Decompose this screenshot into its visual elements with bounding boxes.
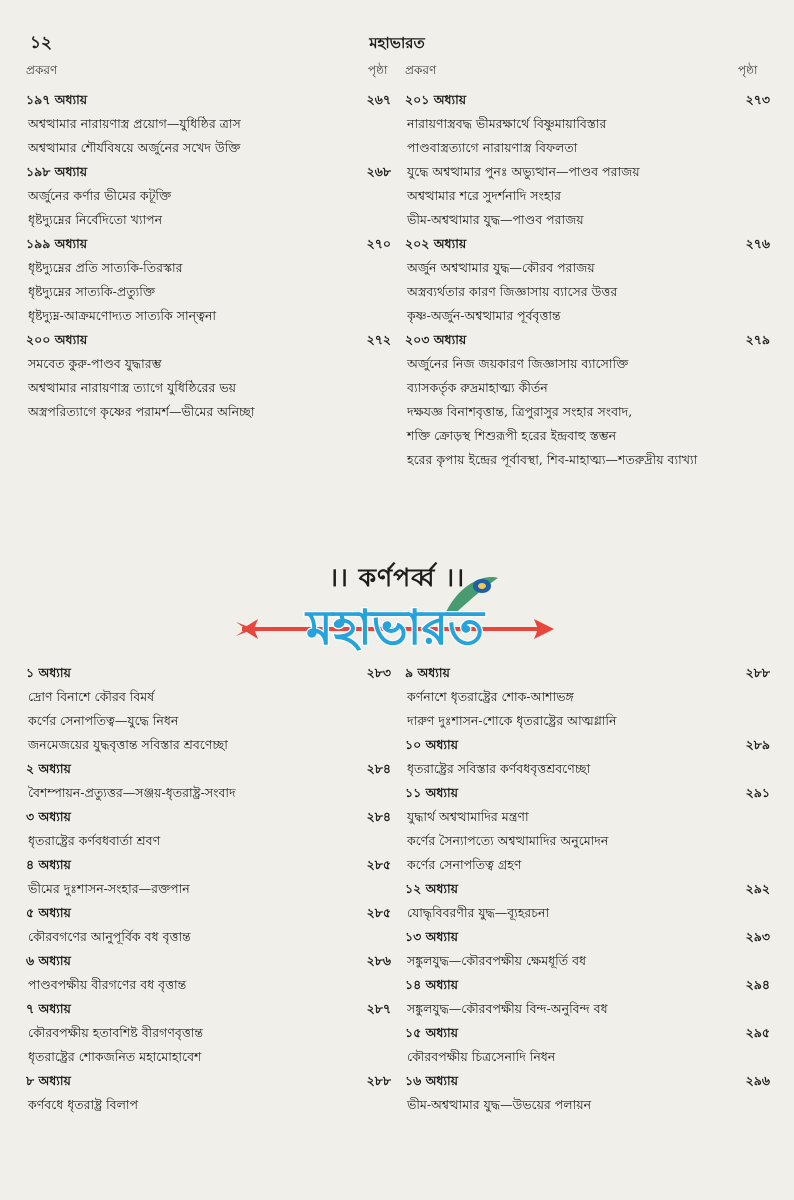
chapter-label: ২০১ অধ্যায় (405, 92, 467, 107)
page-ref: ২৮৫ (366, 857, 391, 872)
chapter-label: ১২ অধ্যায় (405, 881, 459, 896)
entry-title: অর্জুন অশ্বত্থামার যুদ্ধ—কৌরব পরাজয় (407, 260, 595, 275)
toc-entry-row (405, 258, 770, 278)
toc-entry-row (405, 711, 770, 731)
chapter-label: ১০ অধ্যায় (405, 737, 459, 752)
entry-title: ভীম-অশ্বত্থামার যুদ্ধ—পাণ্ডব পরাজয় (407, 212, 584, 227)
toc-entry-row (405, 186, 770, 206)
toc-entry-row (26, 687, 391, 707)
toc-entry-row (26, 879, 391, 899)
toc-entry-row (405, 378, 770, 398)
toc-chapter-row (26, 663, 391, 683)
chapter-label: ২০০ অধ্যায় (26, 332, 88, 347)
entry-title: কর্ণের সেনাপতিত্ব গ্রহণ (407, 857, 522, 872)
entry-title: অর্জুনের কর্ণার ভীমের কটূক্তি (28, 188, 172, 203)
toc-entry-row (405, 354, 770, 374)
entry-title: যুদ্ধার্থ অশ্বত্থামাদির মন্ত্রণা (407, 809, 529, 824)
chapter-label: ১৬ অধ্যায় (405, 1073, 459, 1088)
toc-entry-row (26, 711, 391, 731)
toc-chapter-row (405, 1071, 770, 1091)
page-ref: ২৮৫ (366, 905, 391, 920)
entry-title: অস্ত্রব্যর্থতার কারণ জিজ্ঞাসায় ব্যাসের উত্তর (407, 284, 618, 299)
toc-chapter-row (405, 735, 770, 755)
chapter-label: ৭ অধ্যায় (26, 1001, 71, 1016)
entry-title: ধৃতরাষ্ট্রের সবিস্তার কর্ণবধবৃত্তশ্রবণেচ্ছা (407, 761, 591, 776)
book-title: মহাভারত (369, 34, 425, 52)
page-ref: ২৮৭ (366, 1001, 391, 1016)
toc-chapter-row (26, 855, 391, 875)
entry-title: কৌরবগণের আনুপূর্বিক বধ বৃত্তান্ত (28, 929, 191, 944)
chapter-label: ১ অধ্যায় (26, 665, 71, 680)
entry-title: ভীমের দুঃশাসন-সংহার—রক্তপান (28, 881, 190, 896)
toc-entry-row (405, 759, 770, 779)
toc-entry-row (405, 903, 770, 923)
page-ref: ২৭৯ (745, 332, 770, 347)
entry-title: ভীম-অশ্বত্থামার যুদ্ধ—উভয়ের পলায়ন (407, 1097, 592, 1112)
toc-entry-row (26, 138, 391, 158)
entry-title: যুদ্ধে অশ্বত্থামার পুনঃ অভ্যুত্থান—পাণ্ডব পরাজয় (407, 164, 640, 179)
toc-entry-row (26, 927, 391, 947)
toc-entry-row (405, 687, 770, 707)
page-ref: ২৭২ (366, 332, 391, 347)
entry-title: দ্রোণ বিনাশে কৌরব বিমর্ষ (28, 689, 155, 704)
page-ref: ২৯২ (745, 881, 770, 896)
toc-entry-row (405, 306, 770, 326)
entry-title: কৌরবপক্ষীয় চিত্রসেনাদি নিধন (407, 1049, 556, 1064)
entry-title: ধৃষ্টদ্যুম্নের নির্বেদিতো খ্যাপন (28, 212, 163, 227)
entry-title: পাণ্ডবপক্ষীয় বীরগণের বধ বৃত্তান্ত (28, 977, 187, 992)
entry-title: কর্ণের সেনাপতিত্ব—যুদ্ধে নিধন (28, 713, 179, 728)
parva-heading: ।। কর্ণপর্ব্ব ।। (328, 563, 466, 592)
right-column-label: প্রকরণ (405, 63, 437, 77)
page-ref: ২৯৪ (745, 977, 770, 992)
toc-chapter-row (26, 903, 391, 923)
chapter-label: ৯ অধ্যায় (405, 665, 450, 680)
chapter-label: ১৯৯ অধ্যায় (26, 236, 88, 251)
entry-title: কৃষ্ণ-অর্জুন-অশ্বত্থামার পূর্ববৃত্তান্ত (407, 308, 561, 323)
toc-chapter-row (405, 879, 770, 899)
entry-title: ধৃষ্টদ্যুম্নের সাত্যকি-প্রত্যুক্তি (28, 284, 155, 299)
page-ref: ২৮৪ (366, 761, 391, 776)
toc-chapter-row (405, 783, 770, 803)
toc-entry-row (405, 210, 770, 230)
toc-entry-row (26, 378, 391, 398)
entry-title: দারুণ দুঃশাসন-শোকে ধৃতরাষ্ট্রের আত্মগ্লানি (407, 713, 617, 728)
toc-entry-row (405, 951, 770, 971)
entry-title: ধৃতরাষ্ট্রের কর্ণবধবার্তা শ্রবণ (28, 833, 161, 848)
page-header (30, 30, 764, 54)
toc-entry-row (26, 306, 391, 326)
toc-chapter-row (26, 162, 391, 182)
page-ref: ২৮৬ (366, 953, 391, 968)
toc-entry-row (26, 831, 391, 851)
chapter-label: ১৫ অধ্যায় (405, 1025, 459, 1040)
chapter-label: ৪ অধ্যায় (26, 857, 71, 872)
entry-title: কৌরবপক্ষীয় হতাবশিষ্ট বীরগণবৃত্তান্ত (28, 1025, 204, 1040)
left-page-label: পৃষ্ঠা (368, 63, 388, 77)
toc-entry-row (405, 162, 770, 182)
section-b-right-column (405, 663, 770, 1119)
toc-entry-row (405, 807, 770, 827)
page-ref: ২৭৬ (745, 236, 770, 251)
chapter-label: ১১ অধ্যায় (405, 785, 459, 800)
entry-title: অর্জুনের নিজ জয়কারণ জিজ্ঞাসায় ব্যাসোক্তি (407, 356, 629, 371)
entry-title: ব্যাসকর্তৃক রুদ্রমাহাত্ম্য কীর্তন (407, 380, 548, 395)
toc-entry-row (405, 1095, 770, 1115)
chapter-label: ২ অধ্যায় (26, 761, 71, 776)
entry-title: কর্ণের সৈন্যাপত্যে অশ্বত্থামাদির অনুমোদন (407, 833, 609, 848)
toc-entry-row (405, 114, 770, 134)
toc-chapter-row (26, 759, 391, 779)
page-ref: ২৬৮ (366, 164, 391, 179)
page-ref: ২৬৭ (366, 92, 391, 107)
entry-title: সমবেত কুরু-পাণ্ডব যুদ্ধারম্ভ (28, 356, 162, 371)
toc-entry-row (26, 1095, 391, 1115)
entry-title: কর্ণবধে ধৃতরাষ্ট্র বিলাপ (28, 1097, 139, 1112)
section-a-left-column (26, 90, 391, 426)
page-ref: ২৭৩ (745, 92, 770, 107)
entry-title: অশ্বত্থামার শরে সুদর্শনাদি সংহার (407, 188, 561, 203)
toc-chapter-row (26, 90, 391, 110)
entry-title: বৈশম্পায়ন-প্রত্যুত্তর—সঞ্জয়-ধৃতরাষ্ট্র-সংবাদ (28, 785, 236, 800)
toc-chapter-row (405, 234, 770, 254)
page-ref: ২৯৬ (745, 1073, 770, 1088)
toc-entry-row (405, 1047, 770, 1067)
mahabharat-logo (236, 572, 554, 668)
entry-title: অশ্বত্থামার নারায়ণাস্ত্র ত্যাগে যুধিষ্ঠিরের ভয় (28, 380, 237, 395)
entry-title: অশ্বত্থামার নারায়ণাস্ত্র প্রয়োগ—যুধিষ্ঠির ত্রাস (28, 116, 241, 131)
page-ref: ২৮৪ (366, 809, 391, 824)
entry-title: অস্ত্রপরিত্যাগে কৃষ্ণের পরামর্শ—ভীমের অনিচ্ছা (28, 404, 255, 419)
chapter-label: ৮ অধ্যায় (26, 1073, 71, 1088)
entry-title: অশ্বত্থামার শৌর্যবিষয়ে অর্জুনের সখেদ উক্তি (28, 140, 241, 155)
right-page-label: পৃষ্ঠা (738, 63, 758, 77)
toc-chapter-row (26, 999, 391, 1019)
toc-chapter-row (405, 90, 770, 110)
page-ref: ২৮৯ (745, 737, 770, 752)
chapter-label: ১৯৮ অধ্যায় (26, 164, 88, 179)
toc-entry-row (26, 186, 391, 206)
entry-title: শক্তি ক্রোড়স্থ শিশুরূপী হরের ইন্দ্রবাহু স্তম্ভন (407, 428, 617, 443)
chapter-label: ৫ অধ্যায় (26, 905, 71, 920)
toc-entry-row (26, 402, 391, 422)
entry-title: ধৃষ্টদ্যুম্ন-আক্রমণোদ্যত সাত্যকি সান্ত্বনা (28, 308, 217, 323)
toc-chapter-row (405, 927, 770, 947)
entry-title: যোদ্ধৃবিবরণীর যুদ্ধ—ব্যূহরচনা (407, 905, 550, 920)
toc-entry-row (405, 402, 770, 422)
toc-chapter-row (405, 975, 770, 995)
toc-entry-row (405, 282, 770, 302)
page-ref: ২৮৮ (366, 1073, 391, 1088)
entry-title: সঙ্কুলযুদ্ধ—কৌরবপক্ষীয় বিন্দ-অনুবিন্দ বধ (407, 1001, 608, 1016)
toc-entry-row (405, 831, 770, 851)
entry-title: সঙ্কুলযুদ্ধ—কৌরবপক্ষীয় ক্ষেমধূর্তি বধ (407, 953, 587, 968)
toc-chapter-row (26, 951, 391, 971)
page-ref: ২৮৮ (745, 665, 770, 680)
chapter-label: ২০৩ অধ্যায় (405, 332, 467, 347)
chapter-label: ১৩ অধ্যায় (405, 929, 459, 944)
toc-entry-row (26, 282, 391, 302)
entry-title: জনমেজয়ের যুদ্ধবৃত্তান্ত সবিস্তার শ্রবণেচ্ছা (28, 737, 228, 752)
entry-title: ধৃষ্টদ্যুম্নের প্রতি সাত্যকি-তিরস্কার (28, 260, 183, 275)
entry-title: পাণ্ডবাস্ত্রত্যাগে নারায়ণাস্ত্র বিফলতা (407, 140, 578, 155)
toc-entry-row (26, 258, 391, 278)
page-ref: ২৯১ (745, 785, 770, 800)
page-ref: ২৮৩ (366, 665, 391, 680)
toc-entry-row (26, 975, 391, 995)
toc-chapter-row (26, 234, 391, 254)
toc-entry-row (405, 426, 770, 446)
entry-title: হরের কৃপায় ইন্দ্রের পূর্বাবস্থা, শিব-মাহাত্ম্য—শতরুদ্রীয় ব্যাখ্যা (407, 452, 698, 467)
toc-chapter-row (26, 330, 391, 350)
entry-title: নারায়ণাস্ত্রবদ্ধ ভীমরক্ষার্থে বিষ্ণুমায়াবিস্তার (407, 116, 607, 131)
entry-title: কর্ণনাশে ধৃতরাষ্ট্রের শোক-আশাভঙ্গ (407, 689, 574, 704)
toc-chapter-row (26, 807, 391, 827)
chapter-label: ৬ অধ্যায় (26, 953, 71, 968)
toc-entry-row (405, 999, 770, 1019)
page-ref: ২৭০ (366, 236, 391, 251)
toc-entry-row (405, 450, 770, 470)
toc-chapter-row (405, 1023, 770, 1043)
chapter-label: ৩ অধ্যায় (26, 809, 71, 824)
page-number: ১২ (30, 33, 53, 53)
toc-entry-row (26, 114, 391, 134)
section-b-left-column (26, 663, 391, 1119)
chapter-label: ২০২ অধ্যায় (405, 236, 467, 251)
toc-entry-row (26, 354, 391, 374)
page-ref: ২৯৩ (745, 929, 770, 944)
toc-entry-row (26, 1047, 391, 1067)
toc-entry-row (26, 783, 391, 803)
toc-chapter-row (26, 1071, 391, 1091)
section-a-right-column (405, 90, 770, 474)
toc-entry-row (405, 138, 770, 158)
toc-chapter-row (405, 330, 770, 350)
chapter-label: ১৯৭ অধ্যায় (26, 92, 88, 107)
toc-entry-row (26, 1023, 391, 1043)
logo-text: মহাভারত (306, 600, 484, 656)
toc-entry-row (26, 210, 391, 230)
toc-entry-row (26, 735, 391, 755)
entry-title: দক্ষযজ্ঞ বিনাশবৃত্তান্ত, ত্রিপুরাসুর সংহার সংবাদ, (407, 404, 633, 419)
toc-chapter-row (405, 663, 770, 683)
toc-entry-row (405, 855, 770, 875)
page-ref: ২৯৫ (745, 1025, 770, 1040)
left-column-label: প্রকরণ (26, 63, 58, 77)
entry-title: ধৃতরাষ্ট্রের শোকজনিত মহামোহাবেশ (28, 1049, 202, 1064)
chapter-label: ১৪ অধ্যায় (405, 977, 459, 992)
